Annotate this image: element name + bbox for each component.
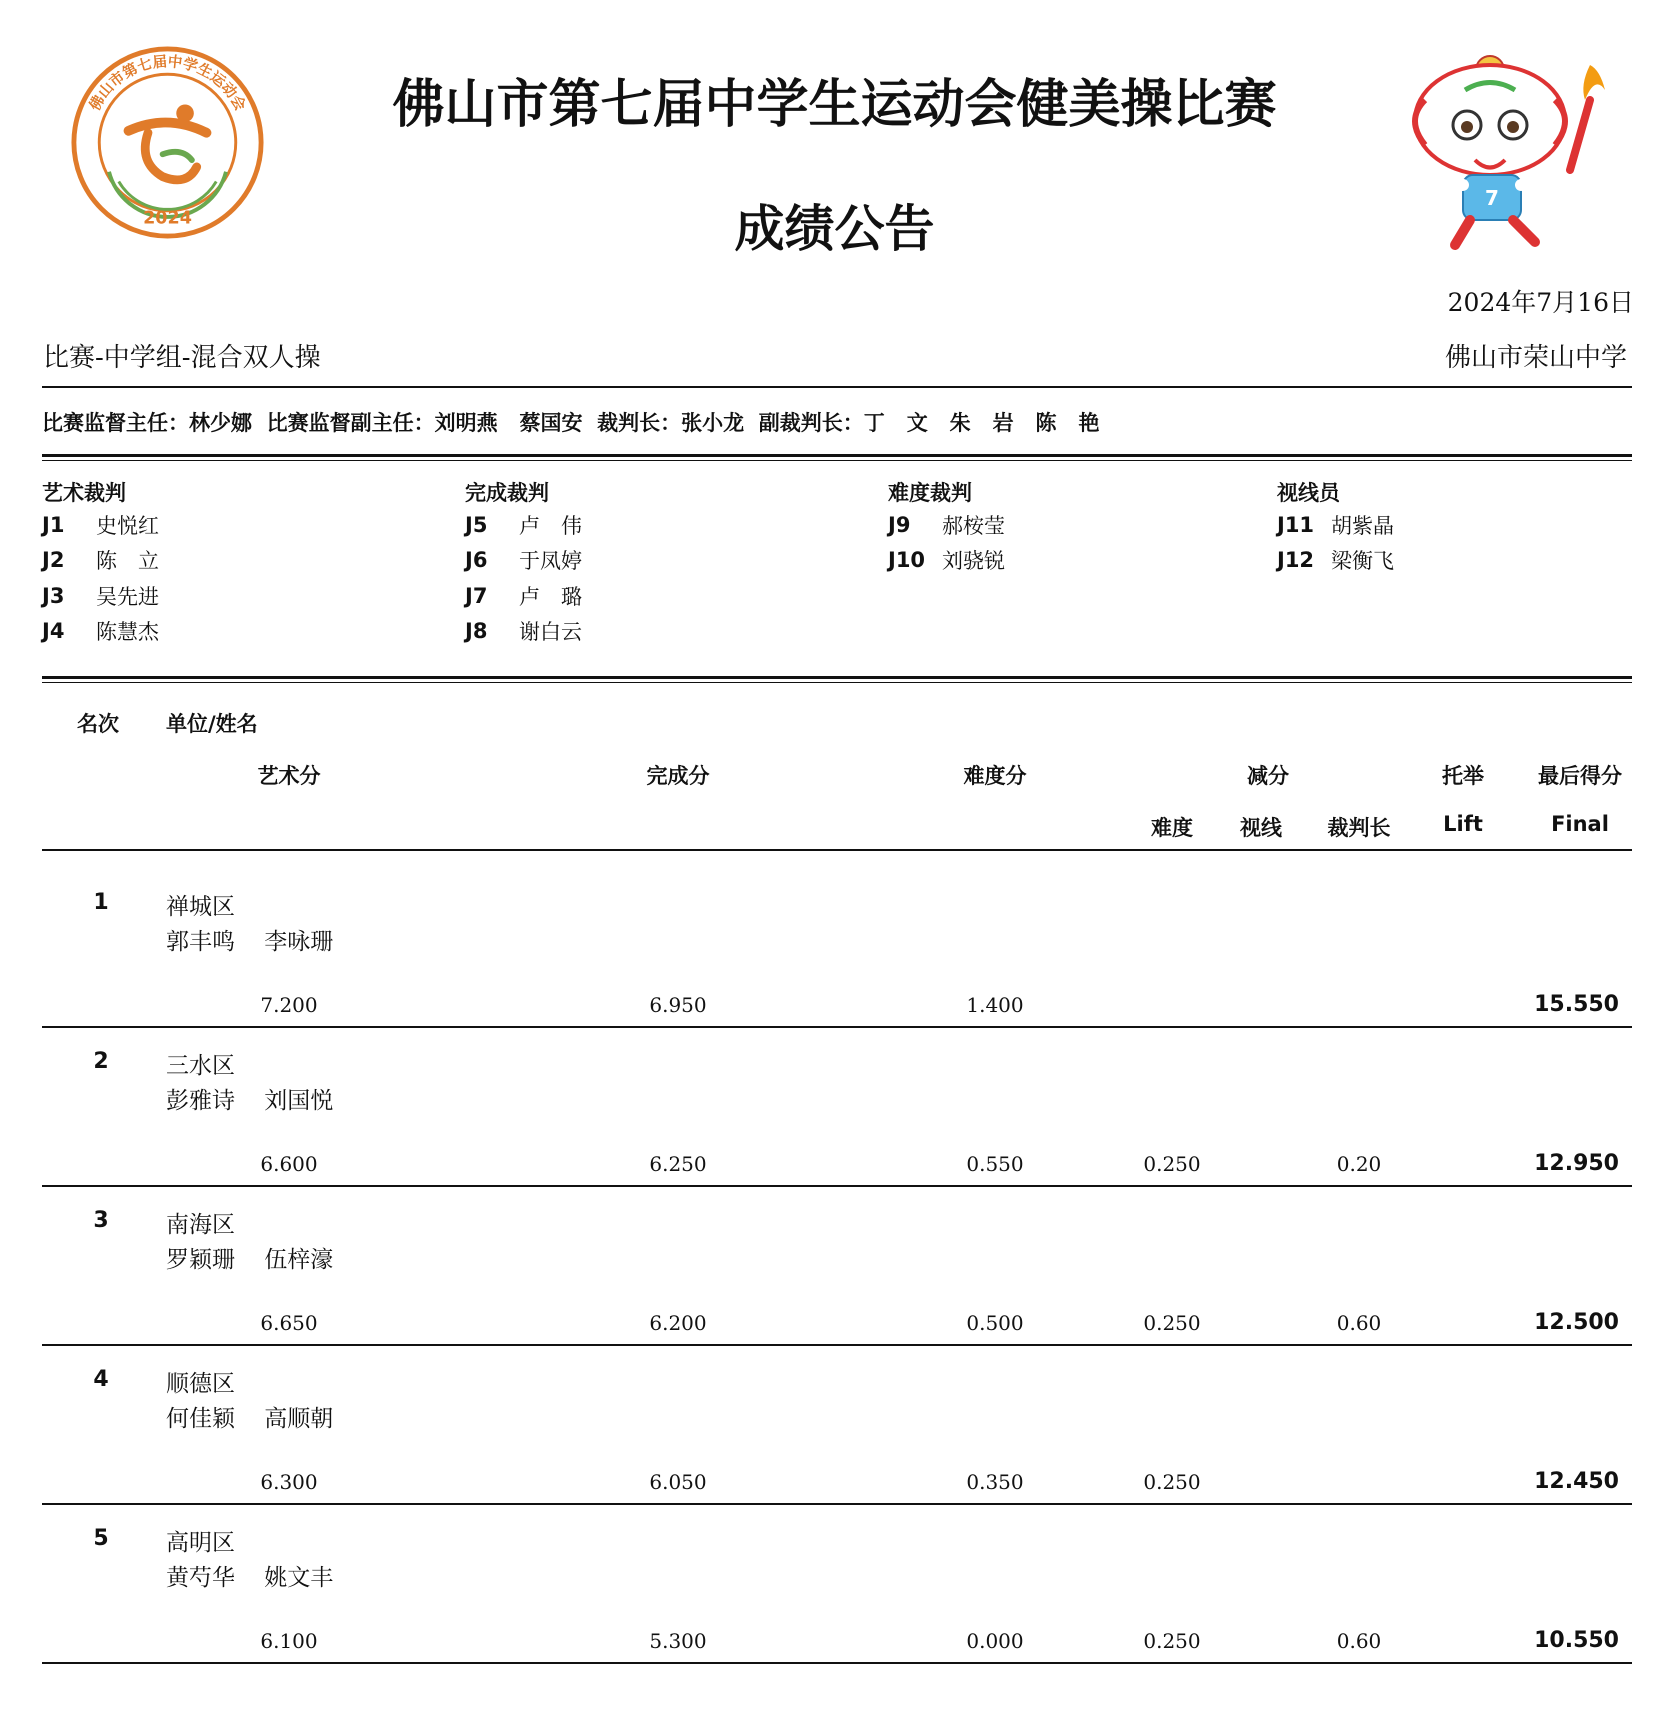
judge-entry xyxy=(1277,507,1394,543)
divider xyxy=(42,682,1632,683)
judge-entry xyxy=(42,578,159,614)
judge-group-line xyxy=(1277,477,1394,578)
judge-entry xyxy=(42,614,159,650)
judge-entry xyxy=(465,578,582,614)
athlete-names: 郭丰鸣 李咏珊 xyxy=(166,929,334,955)
judge-code: J11 xyxy=(1277,512,1315,537)
col-ded-difficulty: 难度 xyxy=(1151,816,1193,840)
divider xyxy=(42,849,1632,851)
officials-line: 比赛监督主任：林少娜 比赛监督副主任：刘明燕 蔡国安 裁判长：张小龙 副裁判长：丁 文 朱 岩 陈 艳 xyxy=(42,411,1100,435)
deduction-difficulty: 0.250 xyxy=(1143,1152,1201,1176)
team-unit: 三水区 xyxy=(166,1053,235,1079)
execution-score: 6.250 xyxy=(649,1152,707,1176)
judge-code: J3 xyxy=(42,583,65,608)
judge-entry xyxy=(42,507,159,543)
judge-group-title: 艺术裁判 xyxy=(42,481,126,505)
judge-code: J8 xyxy=(465,619,488,644)
judge-name: 郝桉莹 xyxy=(942,513,1005,538)
divider xyxy=(42,460,1632,461)
difficulty-score: 1.400 xyxy=(966,993,1024,1017)
judge-name: 胡紫晶 xyxy=(1331,513,1394,538)
deduction-head-judge: 0.60 xyxy=(1336,1629,1382,1653)
judge-entry xyxy=(465,543,582,579)
athlete-names: 彭雅诗 刘国悦 xyxy=(166,1088,334,1114)
judge-group-title: 难度裁判 xyxy=(888,481,972,505)
judge-code: J10 xyxy=(888,548,926,573)
venue-name: 佛山市荣山中学 xyxy=(1444,343,1627,373)
artistic-score: 6.600 xyxy=(260,1152,318,1176)
difficulty-score: 0.000 xyxy=(966,1629,1024,1653)
team-unit: 南海区 xyxy=(166,1212,235,1238)
col-unit-name: 单位/姓名 xyxy=(166,712,258,736)
judge-entry xyxy=(465,614,582,650)
judge-name: 史悦红 xyxy=(96,513,159,538)
execution-score: 6.050 xyxy=(649,1470,707,1494)
judge-entry xyxy=(465,507,582,543)
judge-name: 谢白云 xyxy=(519,620,582,645)
judge-entry xyxy=(888,507,1005,543)
judge-entry xyxy=(888,543,1005,579)
judge-name: 卢 伟 xyxy=(519,513,582,538)
col-lift: 托举 xyxy=(1442,764,1484,788)
col-ded-line: 视线 xyxy=(1240,816,1282,840)
rank: 5 xyxy=(93,1526,109,1551)
col-deductions: 减分 xyxy=(1247,764,1289,788)
difficulty-score: 0.500 xyxy=(966,1311,1024,1335)
judge-code: J6 xyxy=(465,548,488,573)
artistic-score: 6.100 xyxy=(260,1629,318,1653)
team-unit: 顺德区 xyxy=(166,1371,235,1397)
divider xyxy=(42,1344,1632,1346)
judge-name: 梁衡飞 xyxy=(1331,549,1394,574)
rank: 1 xyxy=(93,890,109,915)
deduction-head-judge: 0.60 xyxy=(1336,1311,1382,1335)
rank: 2 xyxy=(93,1049,109,1074)
divider xyxy=(42,386,1632,388)
col-difficulty: 难度分 xyxy=(963,764,1027,788)
difficulty-score: 0.550 xyxy=(966,1152,1024,1176)
divider xyxy=(42,1503,1632,1505)
page-title: 佛山市第七届中学生运动会健美操比赛 xyxy=(392,75,1277,135)
announcement-date: 2024年7月16日 xyxy=(1447,288,1634,317)
athlete-names: 何佳颖 高顺朝 xyxy=(166,1406,334,1432)
final-score: 10.550 xyxy=(1534,1628,1619,1653)
judge-code: J4 xyxy=(42,619,65,644)
artistic-score: 6.650 xyxy=(260,1311,318,1335)
col-final: 最后得分 xyxy=(1538,764,1622,788)
execution-score: 6.200 xyxy=(649,1311,707,1335)
difficulty-score: 0.350 xyxy=(966,1470,1024,1494)
col-final-en: Final xyxy=(1551,812,1609,836)
col-rank: 名次 xyxy=(77,712,119,736)
deduction-difficulty: 0.250 xyxy=(1143,1629,1201,1653)
divider xyxy=(42,1026,1632,1028)
judge-group-execution xyxy=(465,477,582,649)
judge-code: J1 xyxy=(42,512,65,537)
judge-name: 刘骁锐 xyxy=(942,549,1005,574)
execution-score: 6.950 xyxy=(649,993,707,1017)
judge-name: 陈 立 xyxy=(96,549,159,574)
final-score: 12.450 xyxy=(1534,1469,1619,1494)
deduction-difficulty: 0.250 xyxy=(1143,1311,1201,1335)
divider xyxy=(42,676,1632,679)
judge-code: J12 xyxy=(1277,548,1315,573)
judge-name: 吴先进 xyxy=(96,584,159,609)
event-name: 比赛-中学组-混合双人操 xyxy=(43,343,321,373)
judge-group-title: 视线员 xyxy=(1277,481,1340,505)
judge-group-title: 完成裁判 xyxy=(465,481,549,505)
logo-year: 2024 xyxy=(143,208,192,229)
final-score: 12.950 xyxy=(1534,1151,1619,1176)
deduction-difficulty: 0.250 xyxy=(1143,1470,1201,1494)
divider xyxy=(42,1662,1632,1664)
divider xyxy=(42,454,1632,457)
deduction-head-judge: 0.20 xyxy=(1336,1152,1382,1176)
page-subtitle: 成绩公告 xyxy=(734,200,935,258)
judge-entry xyxy=(1277,543,1394,579)
judge-code: J2 xyxy=(42,548,65,573)
judge-group-artistic xyxy=(42,477,159,649)
judge-code: J5 xyxy=(465,512,488,537)
team-unit: 禅城区 xyxy=(166,894,235,920)
judge-code: J7 xyxy=(465,583,488,608)
rank: 4 xyxy=(93,1367,109,1392)
judge-group-difficulty xyxy=(888,477,1005,578)
svg-text:7: 7 xyxy=(1485,186,1499,210)
judge-name: 陈慧杰 xyxy=(96,620,159,645)
judge-name: 于凤婷 xyxy=(519,549,582,574)
col-lift-en: Lift xyxy=(1443,812,1483,836)
judge-name: 卢 璐 xyxy=(519,584,582,609)
final-score: 15.550 xyxy=(1534,992,1619,1017)
artistic-score: 6.300 xyxy=(260,1470,318,1494)
judge-entry xyxy=(42,543,159,579)
execution-score: 5.300 xyxy=(649,1629,707,1653)
team-unit: 高明区 xyxy=(166,1530,235,1556)
final-score: 12.500 xyxy=(1534,1310,1619,1335)
rank: 3 xyxy=(93,1208,109,1233)
divider xyxy=(42,1185,1632,1187)
logo-ring-text: 佛山市第七届中学生运动会 xyxy=(86,53,249,114)
judge-code: J9 xyxy=(888,512,911,537)
col-execution: 完成分 xyxy=(646,764,710,788)
athlete-names: 黄芍华 姚文丰 xyxy=(166,1565,334,1591)
athlete-names: 罗颖珊 伍梓濠 xyxy=(166,1247,334,1273)
col-ded-head: 裁判长 xyxy=(1327,816,1391,840)
artistic-score: 7.200 xyxy=(260,993,318,1017)
col-artistic: 艺术分 xyxy=(257,764,321,788)
